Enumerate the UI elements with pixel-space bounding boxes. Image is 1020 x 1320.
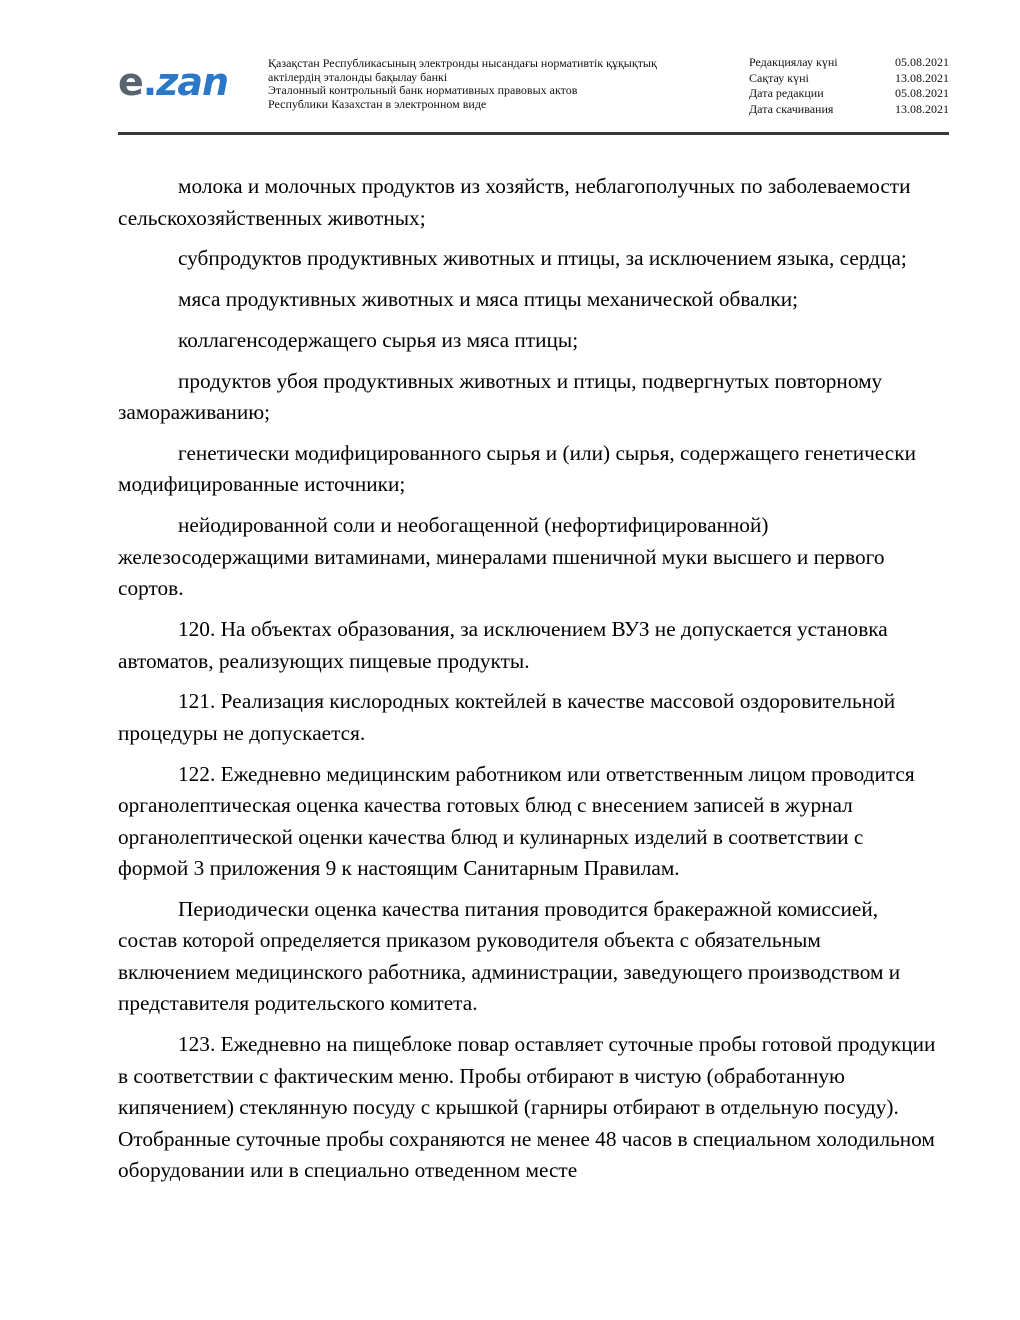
meta-row-edit-date-ru [749,86,949,102]
meta-value: 13.08.2021 [895,70,949,85]
logo-zan: zan [156,60,229,104]
bank-title-line: Қазақстан Республикасының электронды нысандағы нормативтік құқықтық [268,56,657,70]
bank-title-line: Эталонный контрольный банк нормативных правовых актов [268,83,578,97]
paragraph: молока и молочных продуктов из хозяйств, неблагополучных по заболеваемости сельскохозяйственных животных; [118,174,911,230]
meta-value: 05.08.2021 [895,86,949,100]
paragraph: Периодически оценка качества питания проводится бракеражной комиссией, состав которой определяется приказом руководителя объекта с обязательным включением медицинского работника, администрации, заведующего производством и представителя родительского комитета. [118,896,901,1016]
paragraph: субпродуктов продуктивных животных и птицы, за исключением языка, сердца; [178,246,907,271]
paragraph: 120. На объектах образования, за исключением ВУЗ не допускается установка автоматов, реализующих пищевые продукты. [118,617,888,673]
paragraph: коллагенсодержащего сырья из мяса птицы; [178,327,579,352]
meta-row-save-date-kz [749,71,949,87]
paragraph: 122. Ежедневно медицинским работником или ответственным лицом проводится органолептическая оценка качества готовых блюд с внесением записей в журнал органолептической оценки качества блюд и кулинарных изделий в соответствии с формой 3 приложения 9 к настоящим Санитарным Правилам. [118,761,915,881]
paragraph: 123. Ежедневно на пищеблоке повар оставляет суточные пробы готовой продукции в соответствии с фактическим меню. Пробы отбирают в чистую (обработанную кипячением) стеклянную посуду с крышкой (гарниры отбирают в отдельную посуду). Отобранные суточные пробы сохраняются не менее 48 часов в специальном холодильном оборудовании или в специально отведенном месте [118,1032,936,1183]
meta-label: Дата редакции [749,86,824,100]
meta-row-download-date-ru [749,102,949,118]
logo-e: e [118,60,143,104]
paragraph: продуктов убоя продуктивных животных и птицы, подвергнутых повторному замораживанию; [118,368,883,425]
bank-title [268,57,728,111]
meta-label: Сақтау күні [749,70,809,85]
meta-value: 13.08.2021 [895,101,949,116]
bank-title-line: Республики Казахстан в электронном виде [268,96,487,111]
bank-title-line: актілердің эталонды бақылау банкі [268,69,448,84]
document-dates [749,55,949,117]
logo-dot: . [142,60,157,104]
paragraph: генетически модифицированного сырья и (или) сырья, содержащего генетически модифицированные источники; [118,440,916,497]
paragraph: нейодированной соли и необогащенной (нефортифицированной) железосодержащими витаминами, минералами пшеничной муки высшего и первого сортов. [118,513,885,601]
document-body [118,171,938,1196]
header-divider [118,132,949,135]
paragraph: 121. Реализация кислородных коктейлей в качестве массовой оздоровительной процедуры не допускается. [118,689,896,745]
document-header [118,52,949,132]
meta-label: Редакциялау күні [749,55,838,69]
meta-label: Дата скачивания [749,101,834,116]
paragraph: мяса продуктивных животных и мяса птицы механической обвалки; [178,287,799,312]
meta-value: 05.08.2021 [895,55,949,69]
meta-row-edit-date-kz [749,55,949,71]
ezan-logo[interactable] [118,62,248,102]
